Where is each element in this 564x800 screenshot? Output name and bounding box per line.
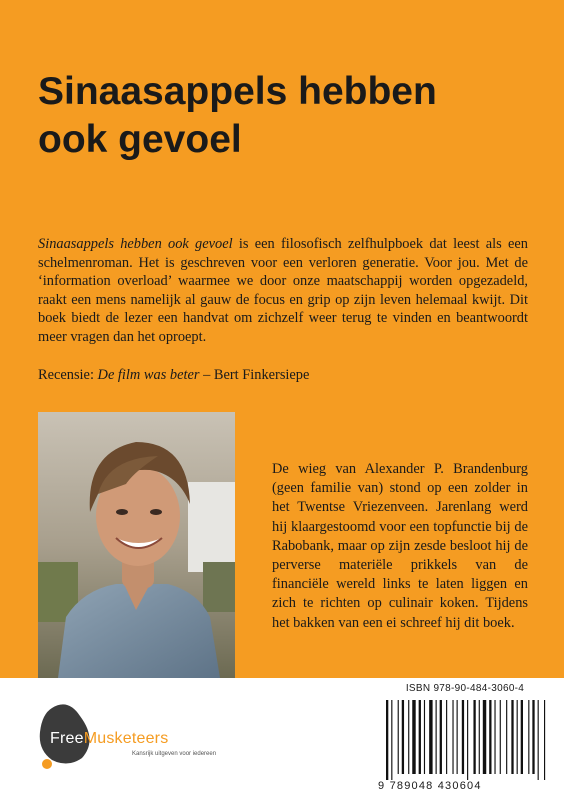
barcode-bar [436,700,437,774]
publisher-logo [38,700,238,770]
barcode-bar [521,700,523,774]
barcode-bar [489,700,491,774]
blurb-book-title: Sinaasappels hebben ook gevoel [38,236,233,252]
barcode-bar [446,700,447,774]
barcode-bar [402,700,404,774]
barcode-bar [398,700,399,774]
review-line [38,366,528,385]
barcode-bar [391,700,392,780]
book-title-line-2: ook gevoel [38,118,242,161]
barcode-bar [483,700,486,774]
barcode-bar [467,700,468,780]
publisher-name-musketeers: Musketeers [83,730,169,747]
barcode-digits: 9 789048 430604 [378,780,482,792]
barcode-bar [457,700,458,774]
barcode-bar [494,700,495,774]
author-portrait-image [38,412,235,678]
barcode-bar [419,700,421,774]
barcode-bar [473,700,475,774]
barcode-bar [517,700,518,774]
barcode-bar [500,700,501,774]
barcode-bar [408,700,409,774]
barcode-bar [429,700,432,774]
barcode-bar [462,700,464,774]
barcode-bar [511,700,513,774]
barcode-bar [479,700,480,774]
barcode-bar [544,700,545,780]
review-author: – Bert Finkersiepe [199,367,310,383]
blurb-text: is een filosofisch zelfhulpboek dat leest als een schelmenroman. Het is geschreven voor een verloren generatie. Voor jou. Met de ‘information overload’ waarmee we door onze maatschappij worden opgezadeld, raakt een mens namelijk al gauw de focus en grip op zijn leven helemaal kwijt. Dit boek biedt de lezer een handvat om zichzelf weer terug te vinden en beantwoordt meer vragen dan het oproept. [38,236,528,345]
publisher-tagline: Kansrijk uitgeven voor iedereen [132,751,217,757]
review-prefix: Recensie: [38,367,98,383]
barcode-bar [412,700,415,774]
author-photo [38,412,235,678]
isbn-label: ISBN 978-90-484-3060-4 [405,683,525,694]
book-title-line-1: Sinaasappels hebben [38,70,437,113]
author-bio: De wieg van Alexander P. Brandenburg (geen familie van) stond op een zolder in het Twentse Vriezenveen. Jarenlang werd hij klaargestoomd voor een topfunctie bij de Rabobank, maar op zijn zesde besloot hij de perverse materiële prikkels van de financiële wereld links te laten liggen en zich te richten op culinair koken. Tijdens het bakken van een ei schreef hij dit boek. [272,461,528,631]
barcode-bar [532,700,534,774]
publisher-name [50,730,168,748]
barcode-bar [538,700,539,780]
barcode-bar [452,700,453,774]
barcode-bar [424,700,425,774]
barcode-bar [440,700,442,774]
publisher-name-free: Free [50,730,84,747]
barcode-bar [506,700,507,774]
barcode-bar [528,700,529,774]
book-blurb [38,235,528,347]
review-title: De film was beter [97,367,200,383]
book-title [38,68,538,164]
barcode-bar [386,700,388,780]
barcode-image [378,698,550,780]
